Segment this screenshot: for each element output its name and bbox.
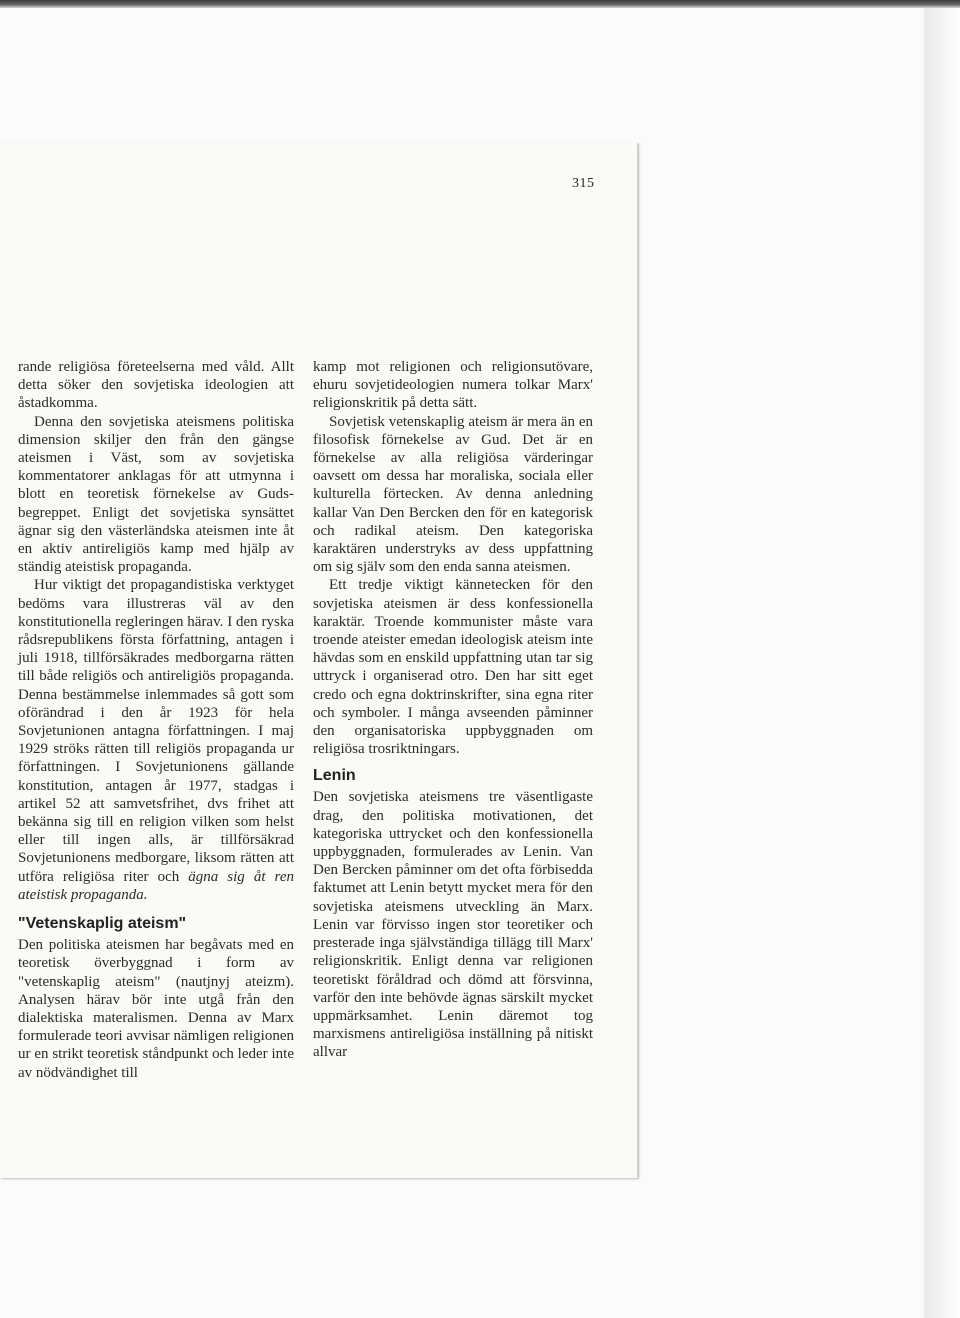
section-heading-vetenskaplig-ateism: "Vetenskaplig ateism"	[18, 915, 187, 933]
right-column	[313, 358, 593, 1062]
page-number: 315	[572, 176, 595, 191]
left-paragraph-1: rande religiösa företeelserna med våld. Allt detta söker den sovjetiska ideologien att åstadkomma.	[18, 359, 294, 412]
section-heading-lenin: Lenin	[313, 767, 356, 785]
left-paragraph-3-italic: ägna sig åt ren ateistisk propaganda.	[18, 868, 294, 903]
scanner-top-edge	[0, 0, 960, 8]
right-paragraph-2: Sovjetisk vetenskaplig ateism är mera än en filosofisk förnekelse av Gud. Det är en förnekelse av alla religiösa värderingar oavsett om dessa har moraliska, sociala eller kulturella förtecken. Av denna anledning kallar Van Den Bercken den för en kategorisk och radikal ateism. Den kategoriska karaktären understryks av dess uppfattning om sig själv som den enda sanna ateismen.	[313, 413, 593, 576]
right-paragraph-3: Ett tredje viktigt kännetecken för den sovjetiska ateismen är dess konfessionella karaktär. Troende kommunister måste vara troende ateister emedan ideologisk ateism inte hävdas som en enskild uppfattning utan tar sig uttryck i organiserad otro. Den har sitt eget credo och egna doktrinskrifter, sina egna riter och symboler. I många avseenden påminner den organisatoriska uppbyggnaden om religiösa trosriktningars.	[313, 577, 593, 758]
right-paragraph-4: Den sovjetiska ateismens tre väsentligaste drag, den politiska motivationen, det kategoriska uttrycket och den konfessionella uppbyggnaden, formulerades av Lenin. Van Den Bercken påminner om det ofta förbisedda faktumet att Lenin betytt mycket mera för den sovjetiska ateismens utveckling än Marx. Lenin var förvisso ingen stor teoretiker och presterade inga självständiga tillägg till Marx' religionskritik. Enligt denna var religionen teoretiskt föråldrad och dömd att försvinna, varför den inte behövde ägnas särskilt mycket uppmärksamhet. Lenin däremot tog marxismens antireligiösa inställning på nitiskt allvar	[313, 789, 593, 1061]
left-paragraph-4: Den politiska ateismen har begåvats med en teoretisk överbyggnad i form av "vetenskaplig ateism" (nautjnyj ateizm). Analysen härav bör inte utgå från den dialektiska materalismen. Denna av Marx formulerade teori avvisar nämligen religionen ur en strikt teoretisk ståndpunkt och leder inte av nödvändighet till	[18, 937, 294, 1081]
left-paragraph-2: Denna den sovjetiska ateismens politiska dimension skiljer den från den gängse ateismen i Väst, som av sovjetiska kommentatorer anklagas för att utmynna i blott en teoretisk förnekelse av Guds-begreppet. Enligt det sovjetiska synsättet ägnar sig den västerländska ateismen inte åt en aktiv antireligiös kamp med hjälp av ständig ateistisk propaganda.	[18, 413, 294, 576]
left-paragraph-3	[18, 576, 294, 904]
sheet-edge-shadow	[924, 8, 960, 1318]
right-paragraph-1: kamp mot religionen och religionsutövare, ehuru sovjetideologien numera tolkar Marx' religionskritik på detta sätt.	[313, 359, 593, 412]
left-paragraph-3-text: Hur viktigt det propagandistiska verktyget bedöms vara illustreras väl av den konstitutionella regleringen härav. I den ryska rådsrepublikens första författning, antagen i juli 1918, tillförsäkrades medborgarna rätten till både religiös och antireligiös propaganda. Denna bestämmelse inlemmades så gott som oförändrad i den år 1923 för hela Sovjetunionen antagna författningen. I maj 1929 ströks rätten till religiös propaganda ur författningen. I Sovjetunionens gällande konstitution, antagen år 1977, stadgas i artikel 52 att samvetsfrihet, dvs frihet att bekänna sig till en religion vilken som helst eller till ingen alls, är tillförsäkrad Sovjetunionens medborgare, liksom rätten att utföra religiösa riter och	[18, 577, 294, 885]
left-column	[18, 358, 294, 1082]
